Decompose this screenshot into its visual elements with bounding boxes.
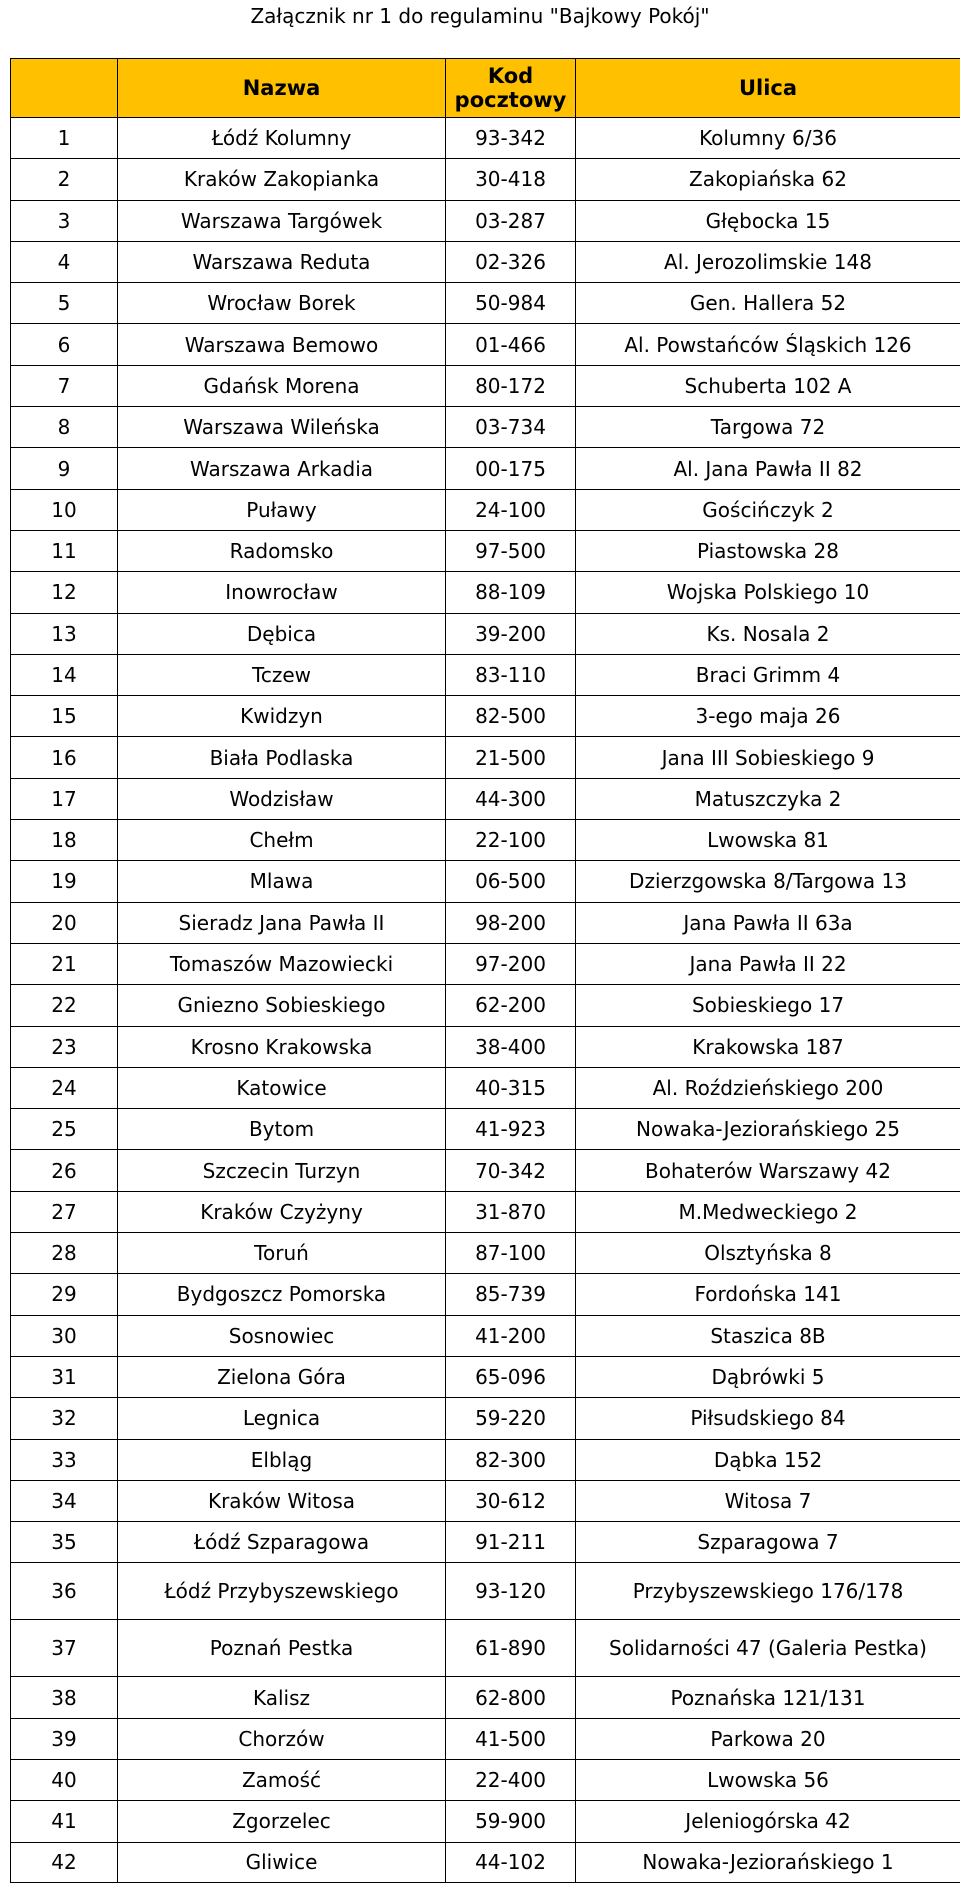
cell-street: Solidarności 47 (Galeria Pestka) [576, 1620, 960, 1677]
cell-number: 12 [11, 572, 118, 613]
cell-postal-code: 21-500 [446, 737, 576, 778]
cell-name: Warszawa Bemowo [118, 324, 446, 365]
cell-postal-code: 30-612 [446, 1480, 576, 1521]
cell-postal-code: 93-120 [446, 1563, 576, 1620]
cell-name: Zgorzelec [118, 1801, 446, 1842]
table-row [11, 159, 960, 200]
cell-number: 4 [11, 241, 118, 282]
cell-street: Matuszczyka 2 [576, 778, 960, 819]
cell-street: Al. Jana Pawła II 82 [576, 448, 960, 489]
cell-name: Inowrocław [118, 572, 446, 613]
cell-postal-code: 62-800 [446, 1677, 576, 1718]
cell-postal-code: 97-500 [446, 530, 576, 571]
table-row [11, 1109, 960, 1150]
cell-street: Al. Roździeńskiego 200 [576, 1067, 960, 1108]
cell-number: 22 [11, 985, 118, 1026]
cell-street: Piłsudskiego 84 [576, 1398, 960, 1439]
cell-postal-code: 03-287 [446, 200, 576, 241]
header-number-cell [11, 59, 118, 118]
cell-street: Nowaka-Jeziorańskiego 1 [576, 1842, 960, 1882]
cell-name: Warszawa Wileńska [118, 407, 446, 448]
cell-number: 7 [11, 365, 118, 406]
cell-number: 37 [11, 1620, 118, 1677]
table-row [11, 861, 960, 902]
cell-number: 33 [11, 1439, 118, 1480]
cell-street: Poznańska 121/131 [576, 1677, 960, 1718]
cell-number: 18 [11, 820, 118, 861]
locations-table [10, 58, 960, 1883]
table-row [11, 1759, 960, 1800]
cell-street: Parkowa 20 [576, 1718, 960, 1759]
cell-street: Bohaterów Warszawy 42 [576, 1150, 960, 1191]
table-row [11, 1274, 960, 1315]
cell-street: Gościńczyk 2 [576, 489, 960, 530]
cell-postal-code: 44-102 [446, 1842, 576, 1882]
table-row [11, 1356, 960, 1397]
cell-name: Szczecin Turzyn [118, 1150, 446, 1191]
cell-postal-code: 01-466 [446, 324, 576, 365]
table-row [11, 902, 960, 943]
cell-street: Przybyszewskiego 176/178 [576, 1563, 960, 1620]
cell-name: Puławy [118, 489, 446, 530]
cell-number: 29 [11, 1274, 118, 1315]
cell-name: Kalisz [118, 1677, 446, 1718]
cell-name: Gliwice [118, 1842, 446, 1882]
cell-street: Głębocka 15 [576, 200, 960, 241]
cell-name: Tczew [118, 654, 446, 695]
table-row [11, 1620, 960, 1677]
cell-number: 2 [11, 159, 118, 200]
cell-street: Staszica 8B [576, 1315, 960, 1356]
cell-street: Al. Powstańców Śląskich 126 [576, 324, 960, 365]
cell-postal-code: 38-400 [446, 1026, 576, 1067]
table-row [11, 654, 960, 695]
cell-name: Chełm [118, 820, 446, 861]
header-postal-code-cell [446, 59, 576, 118]
table-row [11, 778, 960, 819]
cell-number: 23 [11, 1026, 118, 1067]
cell-postal-code: 61-890 [446, 1620, 576, 1677]
cell-number: 17 [11, 778, 118, 819]
table-row [11, 737, 960, 778]
cell-postal-code: 40-315 [446, 1067, 576, 1108]
table-row [11, 283, 960, 324]
cell-postal-code: 62-200 [446, 985, 576, 1026]
cell-street: Nowaka-Jeziorańskiego 25 [576, 1109, 960, 1150]
table-row [11, 118, 960, 159]
cell-street: Dzierzgowska 8/Targowa 13 [576, 861, 960, 902]
cell-number: 10 [11, 489, 118, 530]
cell-street: Witosa 7 [576, 1480, 960, 1521]
cell-name: Warszawa Arkadia [118, 448, 446, 489]
cell-postal-code: 65-096 [446, 1356, 576, 1397]
table-row [11, 1150, 960, 1191]
cell-postal-code: 41-200 [446, 1315, 576, 1356]
cell-number: 9 [11, 448, 118, 489]
cell-name: Poznań Pestka [118, 1620, 446, 1677]
cell-street: Jana III Sobieskiego 9 [576, 737, 960, 778]
cell-name: Łódź Kolumny [118, 118, 446, 159]
cell-postal-code: 88-109 [446, 572, 576, 613]
cell-street: Wojska Polskiego 10 [576, 572, 960, 613]
cell-postal-code: 30-418 [446, 159, 576, 200]
cell-number: 5 [11, 283, 118, 324]
header-postal-code-line2: pocztowy [454, 88, 567, 112]
cell-name: Chorzów [118, 1718, 446, 1759]
cell-name: Zamość [118, 1759, 446, 1800]
table-row [11, 1233, 960, 1274]
table-row [11, 1842, 960, 1882]
cell-name: Bydgoszcz Pomorska [118, 1274, 446, 1315]
cell-street: Kolumny 6/36 [576, 118, 960, 159]
cell-number: 35 [11, 1522, 118, 1563]
cell-postal-code: 87-100 [446, 1233, 576, 1274]
cell-name: Gdańsk Morena [118, 365, 446, 406]
cell-number: 34 [11, 1480, 118, 1521]
cell-name: Wodzisław [118, 778, 446, 819]
cell-number: 3 [11, 200, 118, 241]
document-title: Załącznik nr 1 do regulaminu "Bajkowy Pokój" [250, 4, 710, 28]
cell-postal-code: 93-342 [446, 118, 576, 159]
table-row [11, 448, 960, 489]
cell-street: M.Medweckiego 2 [576, 1191, 960, 1232]
cell-name: Sieradz Jana Pawła II [118, 902, 446, 943]
header-postal-code-line1: Kod [487, 64, 534, 88]
table-row [11, 1439, 960, 1480]
cell-postal-code: 22-100 [446, 820, 576, 861]
table-row [11, 1315, 960, 1356]
header-street-cell: Ulica [576, 59, 960, 118]
cell-number: 20 [11, 902, 118, 943]
cell-postal-code: 02-326 [446, 241, 576, 282]
cell-street: Zakopiańska 62 [576, 159, 960, 200]
cell-name: Kwidzyn [118, 696, 446, 737]
table-row [11, 407, 960, 448]
cell-postal-code: 03-734 [446, 407, 576, 448]
cell-number: 25 [11, 1109, 118, 1150]
table-row [11, 572, 960, 613]
cell-postal-code: 44-300 [446, 778, 576, 819]
cell-postal-code: 83-110 [446, 654, 576, 695]
table-row [11, 1067, 960, 1108]
cell-street: Ks. Nosala 2 [576, 613, 960, 654]
cell-name: Kraków Czyżyny [118, 1191, 446, 1232]
cell-name: Mlawa [118, 861, 446, 902]
cell-street: Piastowska 28 [576, 530, 960, 571]
cell-street: Dąbka 152 [576, 1439, 960, 1480]
table-row [11, 1522, 960, 1563]
table-row [11, 1191, 960, 1232]
table-row [11, 1718, 960, 1759]
cell-name: Warszawa Targówek [118, 200, 446, 241]
cell-number: 13 [11, 613, 118, 654]
cell-number: 41 [11, 1801, 118, 1842]
cell-name: Wrocław Borek [118, 283, 446, 324]
cell-postal-code: 39-200 [446, 613, 576, 654]
cell-name: Kraków Zakopianka [118, 159, 446, 200]
cell-postal-code: 41-500 [446, 1718, 576, 1759]
cell-street: Al. Jerozolimskie 148 [576, 241, 960, 282]
cell-name: Radomsko [118, 530, 446, 571]
cell-number: 42 [11, 1842, 118, 1882]
cell-postal-code: 80-172 [446, 365, 576, 406]
table-row [11, 985, 960, 1026]
cell-postal-code: 85-739 [446, 1274, 576, 1315]
cell-street: Dąbrówki 5 [576, 1356, 960, 1397]
cell-number: 11 [11, 530, 118, 571]
cell-name: Zielona Góra [118, 1356, 446, 1397]
cell-postal-code: 91-211 [446, 1522, 576, 1563]
header-row [11, 59, 960, 118]
cell-postal-code: 97-200 [446, 943, 576, 984]
cell-street: Krakowska 187 [576, 1026, 960, 1067]
cell-number: 30 [11, 1315, 118, 1356]
cell-postal-code: 41-923 [446, 1109, 576, 1150]
cell-postal-code: 98-200 [446, 902, 576, 943]
cell-number: 14 [11, 654, 118, 695]
cell-number: 36 [11, 1563, 118, 1620]
cell-street: Schuberta 102 A [576, 365, 960, 406]
cell-postal-code: 22-400 [446, 1759, 576, 1800]
cell-name: Dębica [118, 613, 446, 654]
cell-number: 28 [11, 1233, 118, 1274]
cell-name: Warszawa Reduta [118, 241, 446, 282]
cell-postal-code: 06-500 [446, 861, 576, 902]
cell-name: Sosnowiec [118, 1315, 446, 1356]
cell-number: 19 [11, 861, 118, 902]
cell-number: 26 [11, 1150, 118, 1191]
cell-postal-code: 24-100 [446, 489, 576, 530]
cell-street: Szparagowa 7 [576, 1522, 960, 1563]
cell-street: Gen. Hallera 52 [576, 283, 960, 324]
cell-street: Lwowska 56 [576, 1759, 960, 1800]
cell-name: Legnica [118, 1398, 446, 1439]
cell-number: 38 [11, 1677, 118, 1718]
cell-name: Tomaszów Mazowiecki [118, 943, 446, 984]
cell-postal-code: 59-900 [446, 1801, 576, 1842]
cell-name: Toruń [118, 1233, 446, 1274]
cell-street: Olsztyńska 8 [576, 1233, 960, 1274]
table-row [11, 1026, 960, 1067]
cell-number: 16 [11, 737, 118, 778]
cell-postal-code: 31-870 [446, 1191, 576, 1232]
cell-postal-code: 82-300 [446, 1439, 576, 1480]
cell-street: Fordońska 141 [576, 1274, 960, 1315]
cell-postal-code: 50-984 [446, 283, 576, 324]
cell-number: 39 [11, 1718, 118, 1759]
cell-name: Biała Podlaska [118, 737, 446, 778]
cell-street: Lwowska 81 [576, 820, 960, 861]
table-row [11, 200, 960, 241]
cell-street: Braci Grimm 4 [576, 654, 960, 695]
table-row [11, 1801, 960, 1842]
cell-postal-code: 82-500 [446, 696, 576, 737]
table-header [11, 59, 960, 118]
header-name-cell: Nazwa [118, 59, 446, 118]
cell-street: Sobieskiego 17 [576, 985, 960, 1026]
cell-number: 31 [11, 1356, 118, 1397]
cell-street: Jana Pawła II 63a [576, 902, 960, 943]
cell-number: 15 [11, 696, 118, 737]
table-body [11, 118, 960, 1883]
cell-number: 27 [11, 1191, 118, 1232]
cell-name: Łódź Przybyszewskiego [118, 1563, 446, 1620]
cell-street: Jana Pawła II 22 [576, 943, 960, 984]
cell-postal-code: 00-175 [446, 448, 576, 489]
table-row [11, 530, 960, 571]
table-row [11, 613, 960, 654]
table-row [11, 1563, 960, 1620]
cell-name: Łódź Szparagowa [118, 1522, 446, 1563]
cell-name: Krosno Krakowska [118, 1026, 446, 1067]
cell-number: 40 [11, 1759, 118, 1800]
table-row [11, 365, 960, 406]
cell-number: 6 [11, 324, 118, 365]
cell-street: 3-ego maja 26 [576, 696, 960, 737]
table-row [11, 324, 960, 365]
cell-postal-code: 59-220 [446, 1398, 576, 1439]
cell-street: Jeleniogórska 42 [576, 1801, 960, 1842]
cell-number: 1 [11, 118, 118, 159]
table-row [11, 1677, 960, 1718]
table-row [11, 820, 960, 861]
table-row [11, 489, 960, 530]
cell-number: 21 [11, 943, 118, 984]
cell-name: Kraków Witosa [118, 1480, 446, 1521]
cell-name: Gniezno Sobieskiego [118, 985, 446, 1026]
cell-number: 24 [11, 1067, 118, 1108]
table-row [11, 241, 960, 282]
cell-name: Bytom [118, 1109, 446, 1150]
cell-postal-code: 70-342 [446, 1150, 576, 1191]
cell-name: Katowice [118, 1067, 446, 1108]
table-row [11, 1480, 960, 1521]
cell-number: 32 [11, 1398, 118, 1439]
cell-street: Targowa 72 [576, 407, 960, 448]
table-row [11, 943, 960, 984]
cell-number: 8 [11, 407, 118, 448]
table-row [11, 696, 960, 737]
cell-name: Elbląg [118, 1439, 446, 1480]
table-row [11, 1398, 960, 1439]
